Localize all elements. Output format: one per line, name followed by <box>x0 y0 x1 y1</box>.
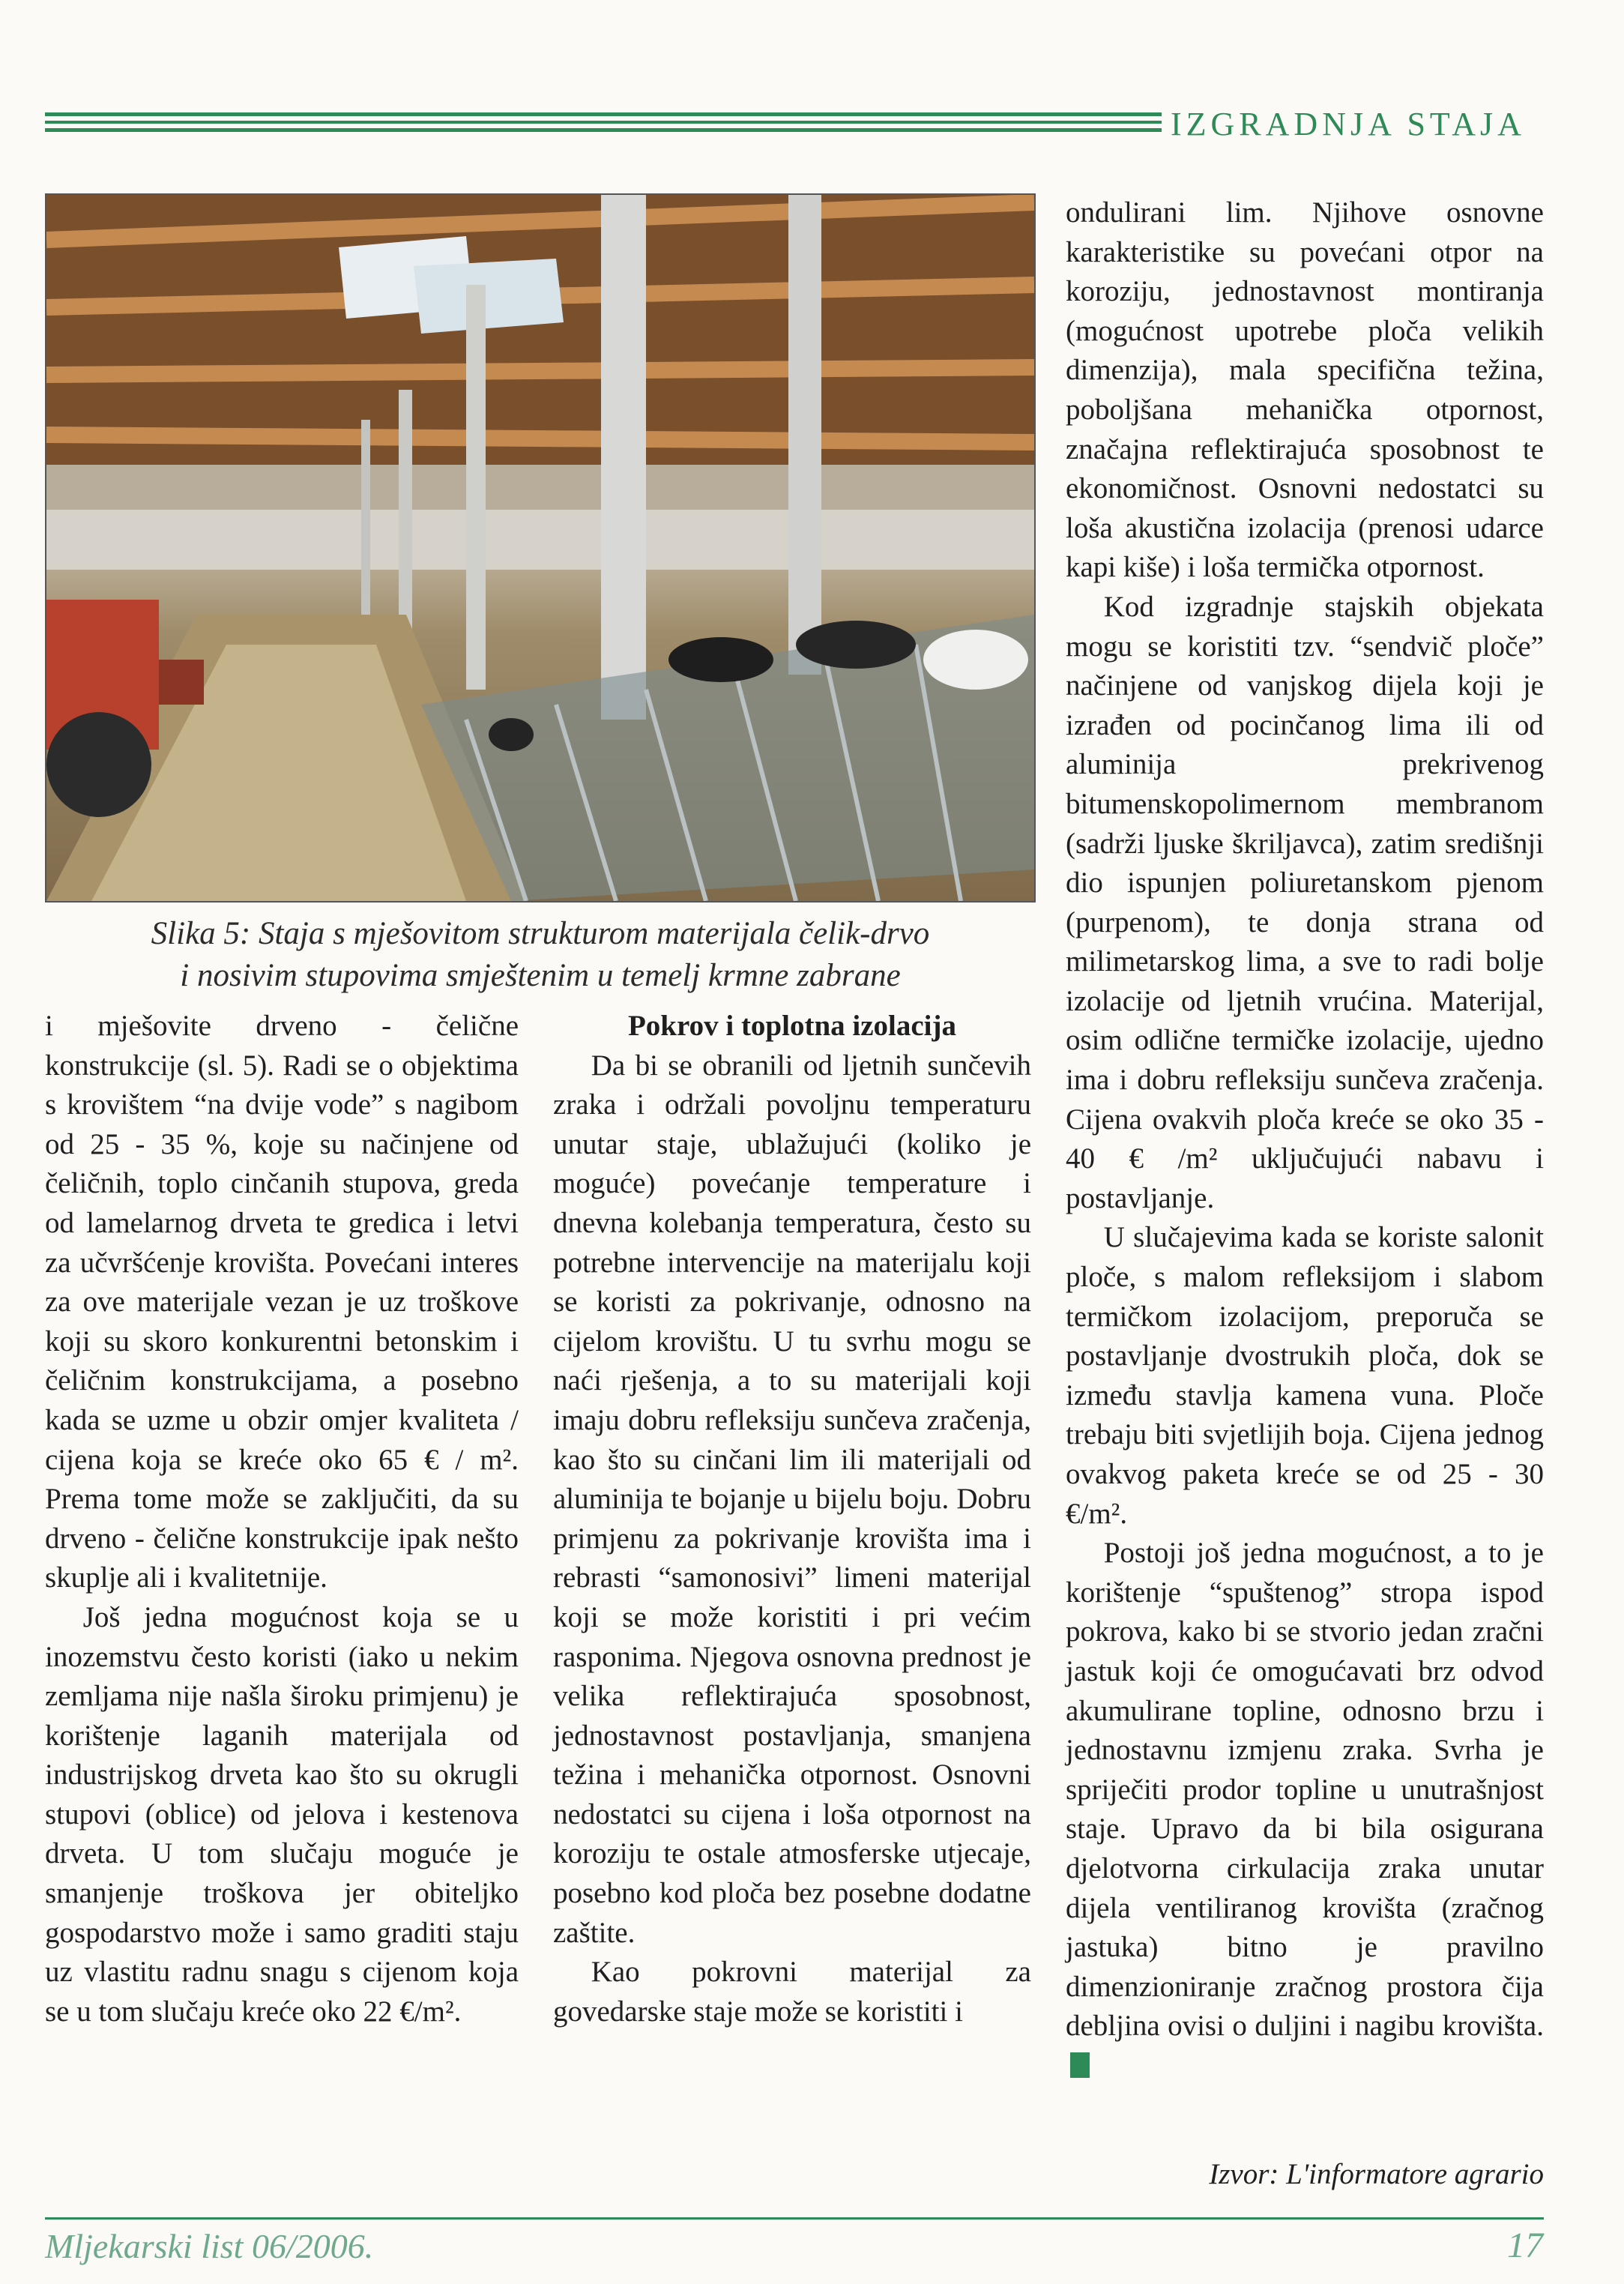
paragraph: Još jedna mogućnost koja se u inozemstvu često koristi (iako u nekim zemljama nije našla široku primjenu) je korištenje laganih materijala od industrijskog drveta kao što su okrugli stupovi (oblice) od jelova i kestenova drveta. U tom slučaju moguće je smanjenje troškova jer obiteljko gospodarstvo može i samo graditi staju uz vlastitu radnu snagu s cijenom koja se u tom slučaju kreće oko 22 €/m². <box>45 1600 519 2028</box>
paragraph: Postoji još jedna mogućnost, a to je korištenje “spuštenog” stropa ispod pokrova, kako bi se stvorio jedan zračni jastuk koji će omogućavati brz odvod akumulirane topline, odnosno brzu i jednostavnu izmjenu zraka. Svrha je spriječiti prodor topline u unutrašnjost staje. Upravo da bi bila osigurana djelotvorna cirkulacija zraka unutar dijela ventiliranog krovišta (zračnog jastuka) bitno je pravilno dimenzioniranje zračnog prostora čija debljina ovisi o duljini i nagibu krovišta. <box>1066 1537 1544 2043</box>
section-heading: Pokrov i toplotna izolacija <box>627 1010 956 1042</box>
text-column-3 <box>1066 193 1544 2086</box>
paragraph: Kod izgradnje stajskih objekata mogu se koristiti tzv. “sendvič ploče” načinjene od vanjskog dijela koji je izrađen od pocinčanog lima ili od aluminija prekrivenog bitumenskopolimernom membranom (sadrži ljuske škriljavca), zatim središnji dio ispunjen poliuretanskom pjenom (purpenom), te donja strana od milimetarskog lima, a sve to radi bolje izolacije od ljetnih vrućina. Materijal, osim odlične termičke izolacije, ujedno ima i dobru refleksiju sunčeva zračenja. Cijena ovakvih ploča kreće se oko 35 - 40 € /m² uključujući nabavu i postavljanje. <box>1066 590 1544 1214</box>
end-mark-icon <box>1070 2052 1090 2078</box>
footer-rule <box>45 2217 1544 2220</box>
source-credit: Izvor: L'informatore agrario <box>1209 2158 1544 2190</box>
figure-caption <box>45 913 1036 997</box>
caption-line-1: Staja s mješovitom strukturom materijala čelik-drvo <box>258 916 930 951</box>
header-rule <box>45 112 1162 132</box>
caption-line-2: i nosivim stupovima smještenim u temelj krmne zabrane <box>180 958 901 993</box>
text-column-2 <box>553 1007 1031 2031</box>
paragraph: Kao pokrovni materijal za govedarske staje može se koristiti i <box>553 1956 1031 2028</box>
page-number: 17 <box>1507 2226 1543 2265</box>
paragraph: ondulirani lim. Njihove osnovne karakteristike su povećani otpor na koroziju, jednostavnost montiranja (mogućnost upotrebe ploča velikih dimenzija), mala specifična težina, poboljšana mehanička otpornost, značajna reflektirajuća sposobnost te ekonomičnost. Osnovni nedostatci su loša akustična izolacija (prenosi udarce kapi kiše) i loša termička otpornost. <box>1066 196 1544 584</box>
journal-issue: Mljekarski list 06/2006. <box>45 2227 374 2265</box>
paragraph: Da bi se obranili od ljetnih sunčevih zraka i održali povoljnu temperaturu unutar staje, ublažujući (koliko je moguće) povećanje temperature i dnevna kolebanja temperatura, često su potrebne intervencije na materijalu koji se koristi za pokrivanje, odnosno na cijelom krovištu. U tu svrhu mogu se naći rješenja, a to su materijali koji imaju dobru refleksiju sunčeva zračenja, kao što su cinčani lim ili materijali od aluminija te bojanje u bijelu boju. Dobru primjenu za pokrivanje krovišta ima i rebrasti “samonosivi” limeni materijal koji se može koristiti i pri većim rasponima. Njegova osnovna prednost je velika reflektirajuća sposobnost, jednostavnost postavljanja, smanjena težina i mehanička otpornost. Osnovni nedostatci su cijena i loša otpornost na koroziju te ostale atmosferske utjecaje, posebno kod ploča bez posebne dodatne zaštite. <box>553 1049 1031 1949</box>
section-title: IZGRADNJA STAJA <box>1171 106 1526 142</box>
figure-label: Slika 5: <box>151 916 251 951</box>
text-column-1 <box>45 1007 519 2031</box>
paragraph: U slučajevima kada se koriste salonit ploče, s malom refleksijom i slabom termičkom izolacijom, preporuča se postavljanje dvostrukih ploča, dok se između stavlja kamena vuna. Ploče trebaju biti svjetlijih boja. Cijena jednog ovakvog paketa kreće se od 25 - 30 €/m². <box>1066 1221 1544 1530</box>
paragraph: i mješovite drveno - čelične konstrukcije (sl. 5). Radi se o objektima s krovištem “na dvije vode” s nagibom od 25 - 35 %, koje su načinjene od čeličnih, toplo cinčanih stupova, greda od lamelarnog drveta te gredica i letvi za učvršćenje krovišta. Povećani interes za ove materijale vezan je uz troškove koji su skoro konkurentni betonskim i čeličnim konstrukcijama, a posebno kada se uzme u obzir omjer kvaliteta / cijena koja se kreće oko 65 € / m². Prema tome može se zaključiti, da su drveno - čelične konstrukcije ipak nešto skuplje ali i kvalitetnije. <box>45 1010 519 1594</box>
barn-photo <box>45 193 1036 903</box>
